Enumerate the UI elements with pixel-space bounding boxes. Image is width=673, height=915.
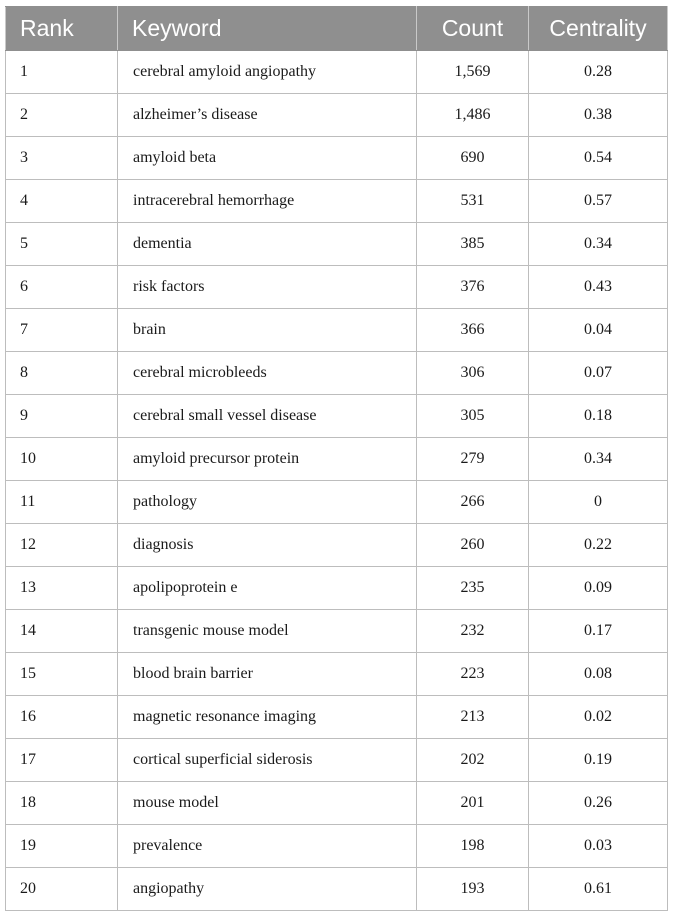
rank-cell: 15 (6, 653, 118, 696)
centrality-cell: 0.26 (529, 782, 668, 825)
table-row (6, 653, 668, 696)
table-row (6, 610, 668, 653)
count-cell: 198 (417, 825, 529, 868)
count-cell: 213 (417, 696, 529, 739)
rank-cell: 2 (6, 94, 118, 137)
header-row (6, 7, 668, 51)
centrality-cell: 0.61 (529, 868, 668, 911)
count-cell: 193 (417, 868, 529, 911)
table-row (6, 309, 668, 352)
count-cell: 223 (417, 653, 529, 696)
centrality-cell: 0.22 (529, 524, 668, 567)
keyword-cell: blood brain barrier (118, 653, 417, 696)
keyword-cell: amyloid beta (118, 137, 417, 180)
centrality-cell: 0.43 (529, 266, 668, 309)
keyword-cell: dementia (118, 223, 417, 266)
header-count: Count (417, 7, 529, 51)
table-row (6, 137, 668, 180)
centrality-cell: 0.09 (529, 567, 668, 610)
keyword-cell: alzheimer’s disease (118, 94, 417, 137)
centrality-cell: 0.54 (529, 137, 668, 180)
rank-cell: 18 (6, 782, 118, 825)
table-row (6, 395, 668, 438)
count-cell: 1,569 (417, 51, 529, 94)
count-cell: 202 (417, 739, 529, 782)
keyword-cell: pathology (118, 481, 417, 524)
table-row (6, 94, 668, 137)
centrality-cell: 0.08 (529, 653, 668, 696)
centrality-cell: 0.03 (529, 825, 668, 868)
keyword-cell: brain (118, 309, 417, 352)
keyword-cell: intracerebral hemorrhage (118, 180, 417, 223)
rank-cell: 13 (6, 567, 118, 610)
table-row (6, 266, 668, 309)
keyword-cell: cerebral microbleeds (118, 352, 417, 395)
count-cell: 306 (417, 352, 529, 395)
rank-cell: 12 (6, 524, 118, 567)
table-row (6, 524, 668, 567)
keyword-cell: diagnosis (118, 524, 417, 567)
rank-cell: 14 (6, 610, 118, 653)
table-row (6, 51, 668, 94)
count-cell: 690 (417, 137, 529, 180)
count-cell: 235 (417, 567, 529, 610)
table-row (6, 782, 668, 825)
count-cell: 385 (417, 223, 529, 266)
rank-cell: 17 (6, 739, 118, 782)
table-row (6, 696, 668, 739)
centrality-cell: 0.57 (529, 180, 668, 223)
count-cell: 279 (417, 438, 529, 481)
keyword-table (5, 6, 668, 911)
rank-cell: 9 (6, 395, 118, 438)
keyword-cell: cerebral amyloid angiopathy (118, 51, 417, 94)
table-row (6, 739, 668, 782)
keyword-cell: risk factors (118, 266, 417, 309)
table-row (6, 567, 668, 610)
centrality-cell: 0.34 (529, 223, 668, 266)
count-cell: 305 (417, 395, 529, 438)
table-row (6, 825, 668, 868)
rank-cell: 10 (6, 438, 118, 481)
table-header (6, 7, 668, 51)
rank-cell: 5 (6, 223, 118, 266)
keyword-cell: cortical superficial siderosis (118, 739, 417, 782)
keyword-table-container (5, 6, 667, 911)
rank-cell: 4 (6, 180, 118, 223)
count-cell: 376 (417, 266, 529, 309)
count-cell: 531 (417, 180, 529, 223)
table-row (6, 180, 668, 223)
keyword-cell: magnetic resonance imaging (118, 696, 417, 739)
table-row (6, 438, 668, 481)
count-cell: 232 (417, 610, 529, 653)
table-row (6, 481, 668, 524)
rank-cell: 20 (6, 868, 118, 911)
keyword-cell: cerebral small vessel disease (118, 395, 417, 438)
centrality-cell: 0.19 (529, 739, 668, 782)
keyword-cell: angiopathy (118, 868, 417, 911)
rank-cell: 11 (6, 481, 118, 524)
header-centrality: Centrality (529, 7, 668, 51)
rank-cell: 19 (6, 825, 118, 868)
count-cell: 1,486 (417, 94, 529, 137)
count-cell: 260 (417, 524, 529, 567)
rank-cell: 6 (6, 266, 118, 309)
rank-cell: 16 (6, 696, 118, 739)
centrality-cell: 0.17 (529, 610, 668, 653)
keyword-cell: mouse model (118, 782, 417, 825)
rank-cell: 1 (6, 51, 118, 94)
centrality-cell: 0.28 (529, 51, 668, 94)
centrality-cell: 0.18 (529, 395, 668, 438)
table-row (6, 223, 668, 266)
centrality-cell: 0.38 (529, 94, 668, 137)
centrality-cell: 0.07 (529, 352, 668, 395)
keyword-cell: transgenic mouse model (118, 610, 417, 653)
header-keyword: Keyword (118, 7, 417, 51)
rank-cell: 3 (6, 137, 118, 180)
centrality-cell: 0.04 (529, 309, 668, 352)
keyword-cell: prevalence (118, 825, 417, 868)
header-rank: Rank (6, 7, 118, 51)
keyword-cell: amyloid precursor protein (118, 438, 417, 481)
rank-cell: 8 (6, 352, 118, 395)
table-row (6, 352, 668, 395)
count-cell: 201 (417, 782, 529, 825)
rank-cell: 7 (6, 309, 118, 352)
keyword-cell: apolipoprotein e (118, 567, 417, 610)
table-body (6, 51, 668, 911)
centrality-cell: 0.34 (529, 438, 668, 481)
centrality-cell: 0 (529, 481, 668, 524)
count-cell: 366 (417, 309, 529, 352)
table-row (6, 868, 668, 911)
count-cell: 266 (417, 481, 529, 524)
centrality-cell: 0.02 (529, 696, 668, 739)
